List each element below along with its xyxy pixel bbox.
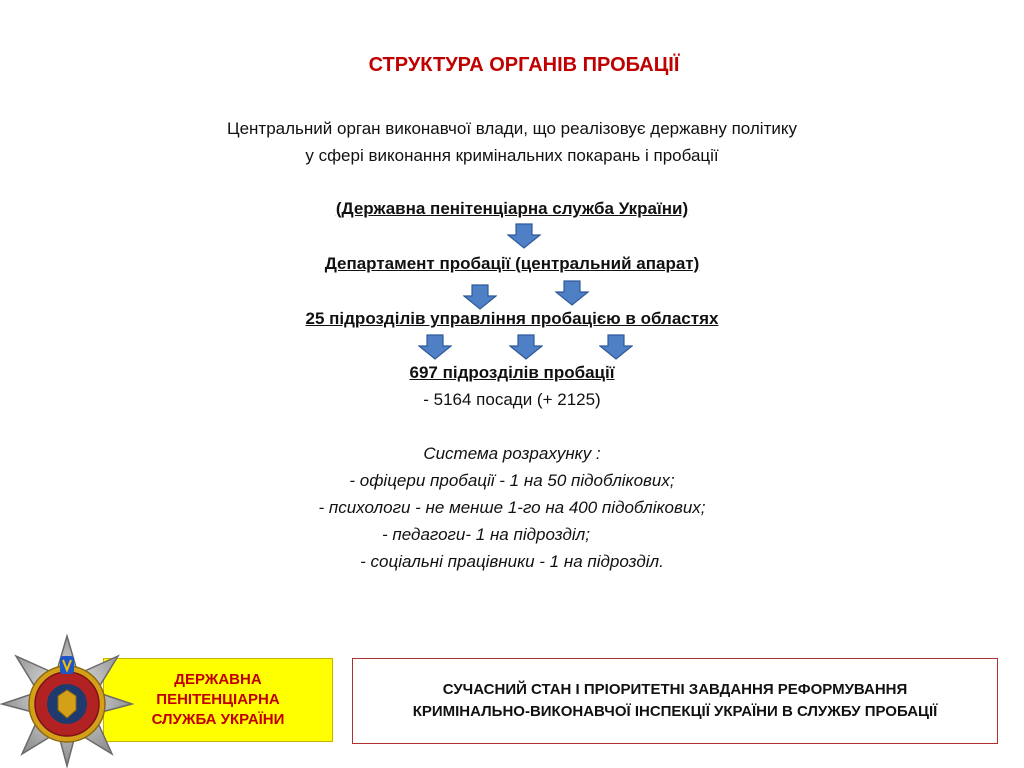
org-level-2: Департамент пробації (центральний апарат) — [324, 254, 700, 273]
org-name-line-1: ДЕРЖАВНА — [174, 671, 262, 688]
calc-item-pedagogues: - педагоги- 1 на підрозділ; — [382, 525, 590, 544]
org-level-1: (Державна пенітенціарна служба України) — [335, 199, 689, 218]
org-name-line-2: ПЕНІТЕНЦІАРНА — [156, 691, 280, 708]
calc-item-psychologists: - психологи - не менше 1-го на 400 підоблікових; — [318, 498, 706, 517]
org-name-line-3: СЛУЖБА УКРАЇНИ — [151, 711, 285, 728]
intro-line-1: Центральний орган виконавчої влади, що реалізовує державну політику — [227, 119, 797, 138]
page-title: СТРУКТУРА ОРГАНІВ ПРОБАЦІЇ — [368, 54, 680, 76]
topic-line-1: СУЧАСНИЙ СТАН І ПРІОРИТЕТНІ ЗАВДАННЯ РЕФОРМУВАННЯ — [442, 681, 908, 698]
down-arrow-icon — [418, 334, 452, 360]
down-arrow-icon — [507, 223, 541, 249]
presentation-topic-box — [352, 658, 998, 744]
org-name-box — [103, 658, 333, 742]
down-arrow-icon — [509, 334, 543, 360]
org-level-3: 25 підрозділів управління пробацією в областях — [305, 309, 719, 328]
org-level-4: 697 підрозділів пробації — [409, 363, 615, 382]
emblem-star-icon — [0, 634, 134, 768]
topic-line-2: КРИМІНАЛЬНО-ВИКОНАВЧОЇ ІНСПЕКЦІЇ УКРАЇНИ В СЛУЖБУ ПРОБАЦІЇ — [412, 703, 938, 720]
down-arrow-icon — [555, 280, 589, 306]
down-arrow-icon — [463, 284, 497, 310]
calc-item-social-workers: - соціальні працівники - 1 на підрозділ. — [360, 552, 664, 571]
calc-heading: Система розрахунку : — [423, 444, 601, 463]
intro-line-2: у сфері виконання кримінальних покарань і пробації — [305, 146, 719, 165]
calc-item-officers: - офіцери пробації - 1 на 50 підоблікових; — [349, 471, 675, 490]
down-arrow-icon — [599, 334, 633, 360]
positions-count: - 5164 посади (+ 2125) — [423, 390, 601, 409]
